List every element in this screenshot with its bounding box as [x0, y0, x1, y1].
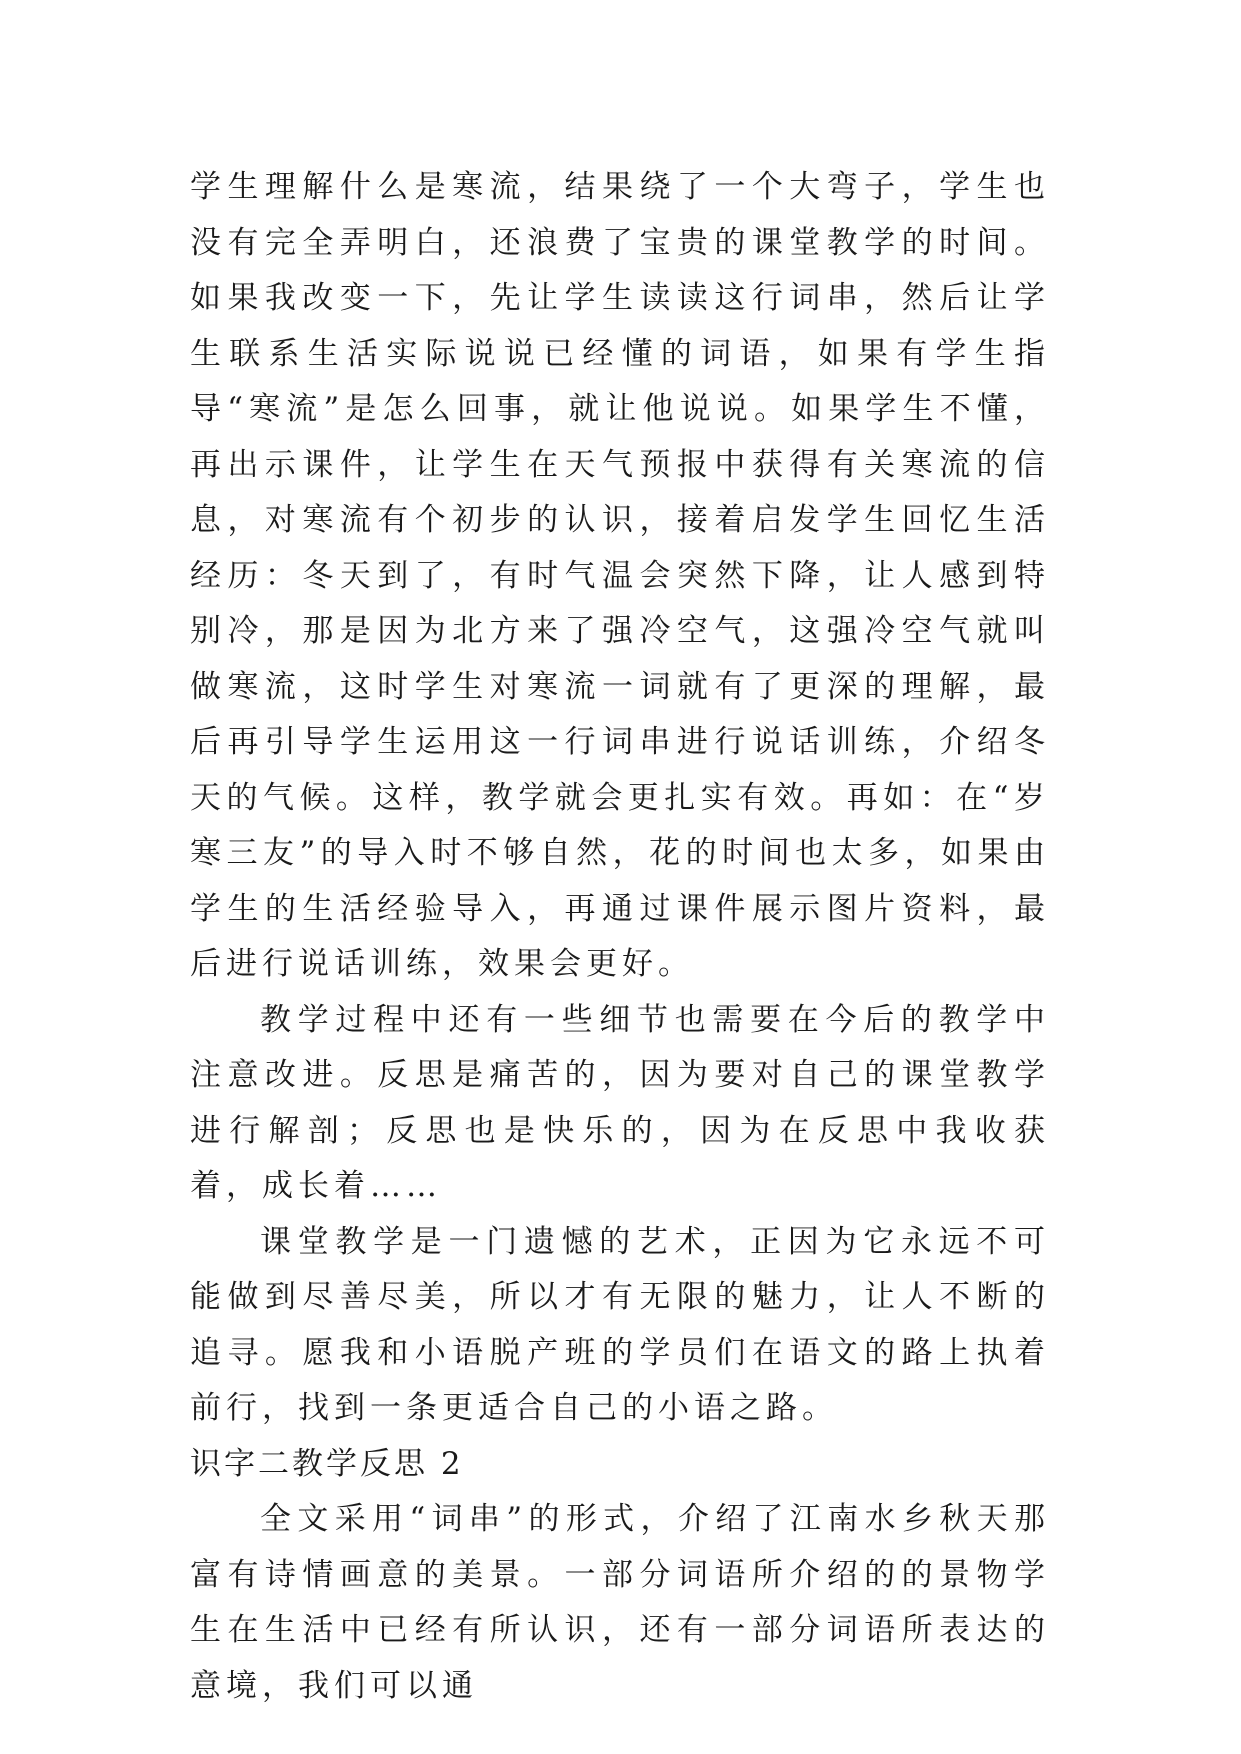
section-heading: 识字二教学反思 2 [190, 1445, 464, 1482]
paragraph-details-reflection: 教学过程中还有一些细节也需要在今后的教学中注意改进。反思是痛苦的，因为要对自己的课堂教学进行解剖；反思也是快乐的，因为在反思中我收获着，成长着…… [190, 1001, 1050, 1204]
paragraph-classroom-art: 课堂教学是一门遗憾的艺术，正因为它永远不可能做到尽善尽美，所以才有无限的魅力，让人不断的追寻。愿我和小语脱产班的学员们在语文的路上执着前行，找到一条更适合自己的小语之路。 [190, 1223, 1050, 1426]
document-body [190, 160, 1050, 1714]
paragraph-word-string-intro: 全文采用“词串”的形式，介绍了江南水乡秋天那富有诗情画意的美景。一部分词语所介绍的的景物学生在生活中已经有所认识，还有一部分词语所表达的意境，我们可以通 [190, 1501, 1050, 1704]
paragraph-cold-current-example: 学生理解什么是寒流，结果绕了一个大弯子，学生也没有完全弄明白，还浪费了宝贵的课堂教学的时间。如果我改变一下，先让学生读读这行词串，然后让学生联系生活实际说说已经懂的词语，如果有学生指导“寒流”是怎么回事，就让他说说。如果学生不懂，再出示课件，让学生在天气预报中获得有关寒流的信息，对寒流有个初步的认识，接着启发学生回忆生活经历：冬天到了，有时气温会突然下降，让人感到特别冷，那是因为北方来了强冷空气，这强冷空气就叫做寒流，这时学生对寒流一词就有了更深的理解，最后再引导学生运用这一行词串进行说话训练，介绍冬天的气候。这样，教学就会更扎实有效。再如：在“岁寒三友”的导入时不够自然，花的时间也太多，如果由学生的生活经验导入，再通过课件展示图片资料，最后进行说话训练，效果会更好。 [190, 169, 1050, 982]
